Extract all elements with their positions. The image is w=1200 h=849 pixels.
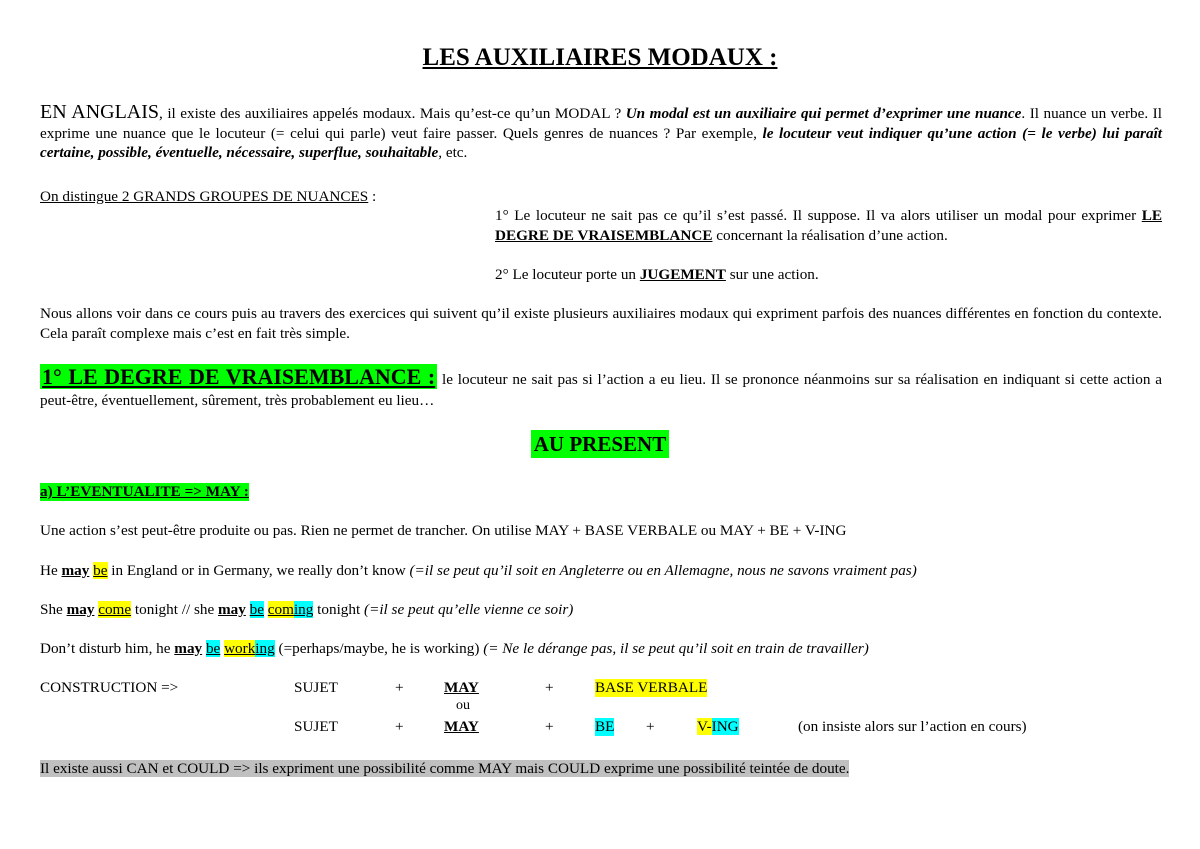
intro-text-1: , il existe des auxiliaires appelés modaux. Mais qu’est-ce qu’un MODAL ? (159, 105, 626, 122)
ex1-may: may (61, 562, 90, 579)
ex3-text-b: (=perhaps/maybe, he is working) (274, 640, 484, 657)
intro-lead: EN ANGLAIS (40, 101, 160, 123)
subheading-eventualite: a) L’EVENTUALITE => MAY : (40, 483, 249, 500)
group-1 (495, 206, 1162, 245)
course-note: Nous allons voir dans ce cours puis au travers des exercices qui suivent qu’il existe plusieurs auxiliaires modaux qui expriment parfois des nuances différentes en fonction du contexte. Cela paraît complexe mais c’est en fait très simple. (40, 305, 1162, 342)
row1-base-verbale: BASE VERBALE (595, 679, 708, 696)
construction-label: CONSTRUCTION => (40, 679, 179, 696)
row2-plus-3: + (646, 718, 655, 735)
example-2 (40, 600, 573, 619)
row2-plus-1: + (395, 718, 404, 735)
row2-sujet: SUJET (294, 718, 338, 735)
ex2-coming-ing: ing (293, 601, 314, 618)
construction-ou: ou (456, 698, 470, 713)
ex3-may: may (174, 640, 203, 657)
row2-plus-2: + (545, 718, 554, 735)
section-1-heading: 1° LE DEGRE DE VRAISEMBLANCE : (42, 364, 436, 389)
group-2-text-2: sur une action. (725, 266, 819, 283)
ex2-may-1: may (66, 601, 95, 618)
ex3-text-a: Don’t disturb him, he (40, 640, 175, 657)
ex2-coming-stem: com (267, 601, 294, 618)
nuance-examples: le locuteur veut indiquer qu’une action (= le verbe) lui paraît certaine, possible, éventuelle, nécessaire, superflue, souhaitable (40, 124, 1163, 161)
row1-plus-1: + (395, 679, 404, 696)
modal-definition: Un modal est un auxiliaire qui permet d’exprimer une nuance (625, 105, 1022, 122)
ex2-text-a: She (40, 601, 67, 618)
ex3-working-stem: work (224, 640, 256, 657)
group-2-emphasis: JUGEMENT (639, 266, 726, 283)
final-note-line (40, 759, 849, 778)
row1-plus-2: + (545, 679, 554, 696)
group-2-text-1: 2° Le locuteur porte un (495, 266, 640, 283)
group-1-text-1: 1° Le locuteur ne sait pas ce qu’il s’est passé. Il suppose. Il va alors utiliser un modal pour exprimer (495, 207, 1142, 224)
section-1-text: le locuteur ne sait pas si l’action a eu lieu. Il se prononce néanmoins sur sa réalisation en indiquant si cette action a peut-être, éventuellement, sûrement, très probablement eu lieu… (40, 371, 1162, 409)
ex2-be: be (249, 601, 264, 618)
ex2-text-b: tonight // she (131, 601, 219, 618)
ex2-may-2: may (218, 601, 246, 618)
present-heading-wrap (0, 432, 1200, 457)
intro-paragraph (40, 103, 1162, 163)
ex2-translation: (=il se peut qu’elle vienne ce soir) (364, 601, 574, 618)
ex1-translation: (=il se peut qu’il soit en Angleterre ou en Allemagne, nous ne savons vraiment pas) (409, 562, 917, 579)
row2-may: MAY (444, 718, 479, 735)
row2-ing: ING (711, 718, 739, 735)
ex2-come: come (98, 601, 132, 618)
groups-colon: : (368, 188, 377, 205)
groups-heading-line (40, 187, 376, 206)
row2-v: V- (697, 718, 712, 735)
row2-be: BE (595, 718, 615, 735)
ex3-translation: (= Ne le dérange pas, il se peut qu’il soit en train de travailler) (483, 640, 869, 657)
row2-note: (on insiste alors sur l’action en cours) (798, 718, 1027, 735)
ex2-text-c: tonight (313, 601, 365, 618)
row2-v-ing (697, 718, 739, 736)
group-2 (495, 265, 1162, 285)
example-1 (40, 561, 917, 580)
intro-text-2: . Il nuance un verbe. Il exprime une nuance que le locuteur (= celui qui parle) veut faire passer. Quels genres de nuances ? Par exemple, (40, 105, 1162, 142)
group-1-emphasis: LE DEGRE DE VRAISEMBLANCE (495, 207, 1162, 244)
page-title: LES AUXILIAIRES MODAUX : (422, 44, 778, 71)
row1-may: MAY (444, 679, 479, 696)
groups-heading: On distingue 2 GRANDS GROUPES DE NUANCES (40, 188, 369, 205)
ex1-text-a: He (40, 562, 62, 579)
intro-text-3: , etc. (438, 144, 468, 161)
ex1-be: be (93, 562, 108, 579)
final-note: Il existe aussi CAN et COULD => ils expriment une possibilité comme MAY mais COULD exprime une possibilité teintée de doute. (40, 760, 850, 777)
ex1-text-b: in England or in Germany, we really don’t know (107, 562, 410, 579)
example-3 (40, 639, 869, 658)
rule-text: Une action s’est peut-être produite ou pas. Rien ne permet de trancher. On utilise MAY + BASE VERBALE ou MAY + BE + V-ING (40, 522, 847, 539)
section-1-paragraph (40, 366, 1162, 411)
row1-sujet: SUJET (294, 679, 338, 696)
group-1-text-2: concernant la réalisation d’une action. (712, 226, 948, 244)
ex3-working-ing: ing (255, 640, 275, 657)
ex3-be: be (205, 640, 221, 657)
present-heading: AU PRESENT (531, 430, 669, 458)
